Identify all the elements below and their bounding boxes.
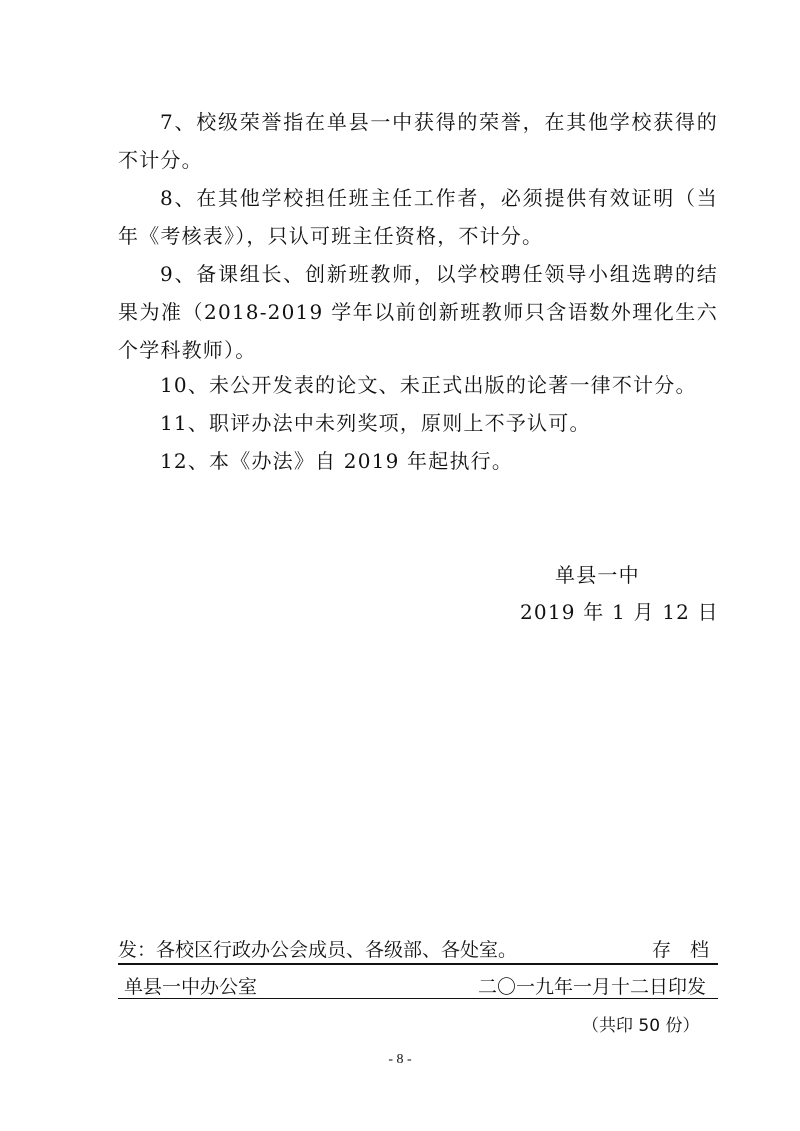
footer-rule-top <box>118 963 718 965</box>
paragraph-8: 8、在其他学校担任班主任工作者，必须提供有效证明（当年《考核表》），只认可班主任资格，不计分。 <box>118 186 718 248</box>
footer-rule-bottom <box>118 998 718 999</box>
paragraph-11: 11、职评办法中未列奖项，原则上不予认可。 <box>160 411 591 435</box>
distribution-line: 发：各校区行政办公会成员、各级部、各处室。 <box>118 939 518 961</box>
paragraph-7: 7、校级荣誉指在单县一中获得的荣誉，在其他学校获得的不计分。 <box>118 110 718 172</box>
paragraph-12: 12、本《办法》自 2019 年起执行。 <box>160 449 514 473</box>
copies-count: （共印 50 份） <box>582 1016 700 1036</box>
issue-date: 二〇一九年一月十二日印发 <box>478 976 707 998</box>
page-number: - 8 - <box>388 1052 412 1067</box>
archive-label: 存 档 <box>652 939 710 961</box>
issuer-name: 单县一中办公室 <box>124 976 258 998</box>
signature-organization: 单县一中 <box>555 563 640 587</box>
signature-date: 2019 年 1 月 12 日 <box>520 600 719 624</box>
paragraph-9: 9、备课组长、创新班教师，以学校聘任领导小组选聘的结果为准（2018-2019 学年以前创新班教师只含语数外理化生六个学科教师）。 <box>118 262 718 362</box>
paragraph-10: 10、未公开发表的论文、未正式出版的论著一律不计分。 <box>160 373 697 397</box>
